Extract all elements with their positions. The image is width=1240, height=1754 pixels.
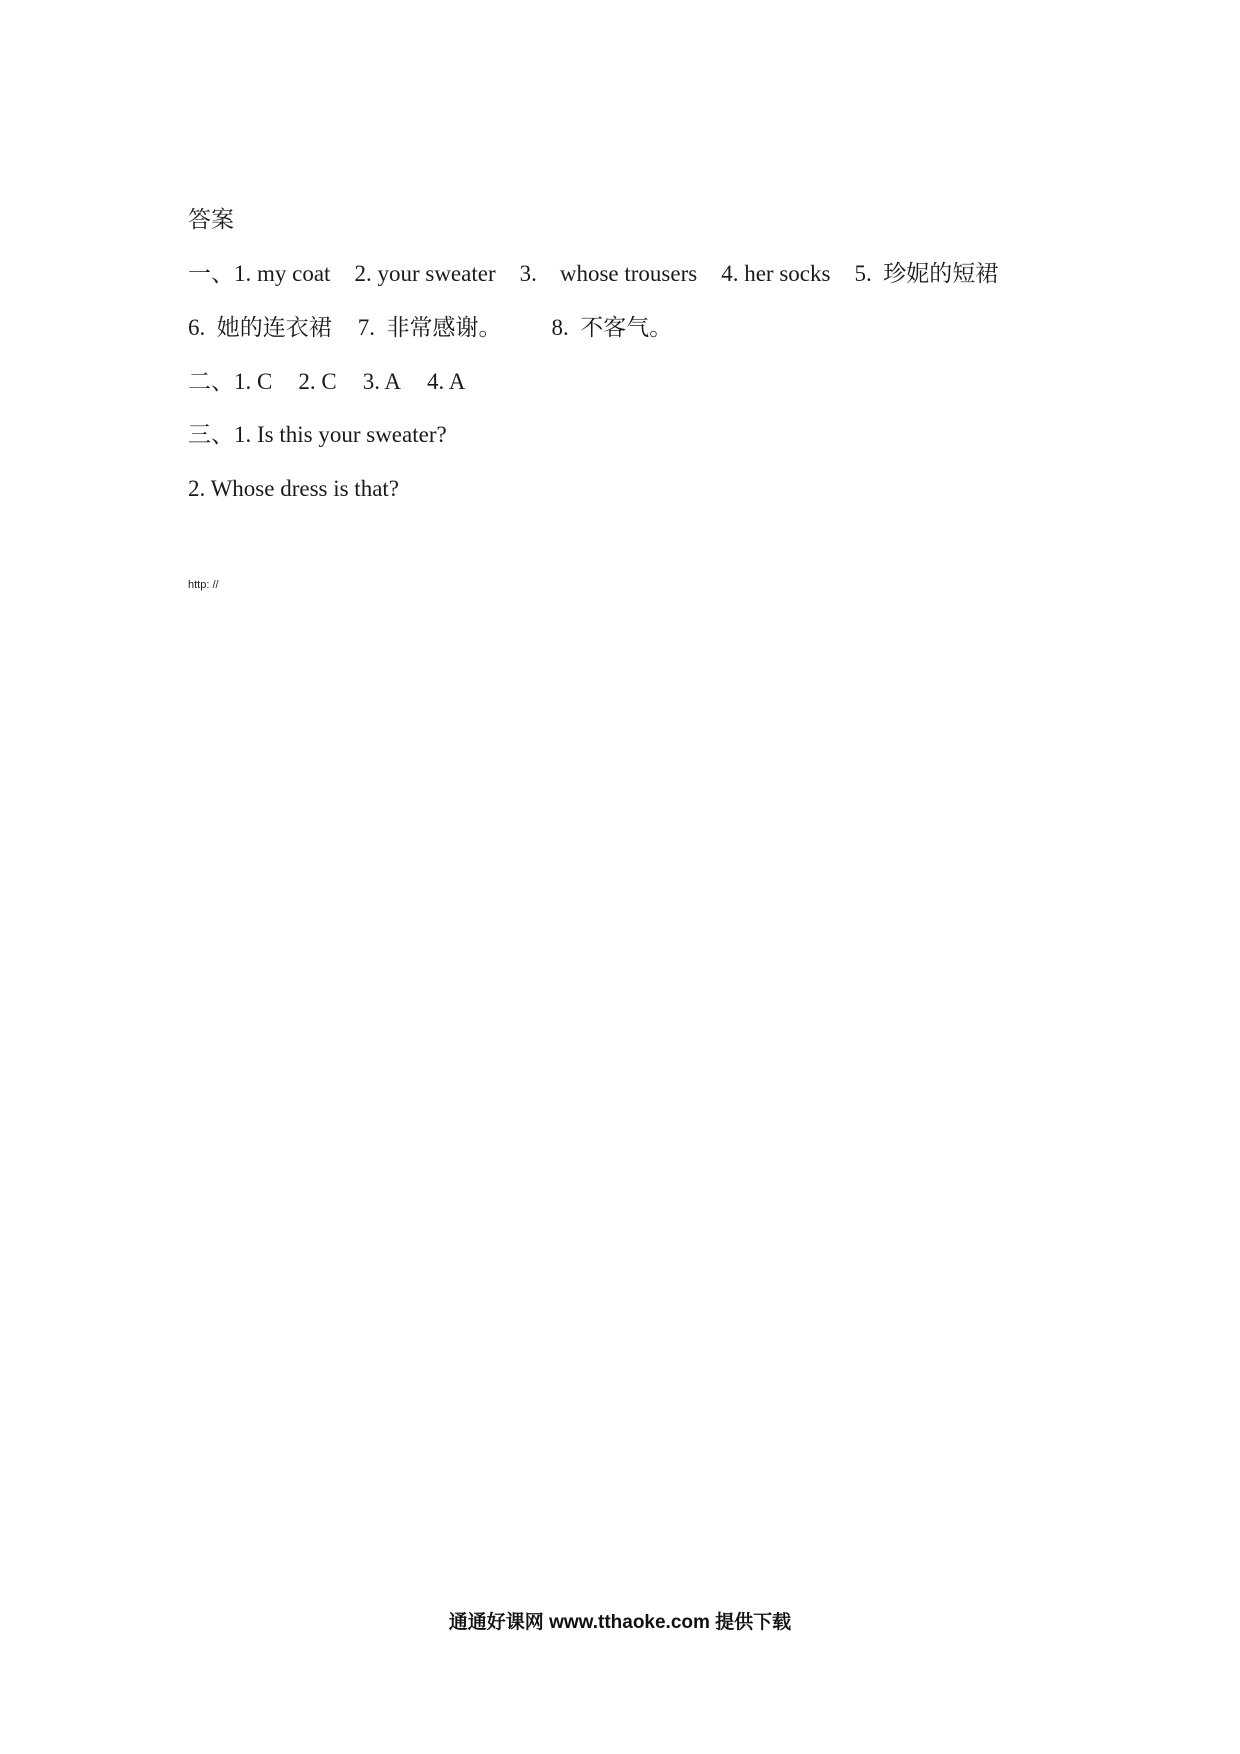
section-1-answer-7: 7. 非常感谢。 [357, 315, 502, 340]
section-1-answer-2: 2. your sweater [354, 261, 496, 286]
section-2-answer-3: 3. A [362, 369, 402, 394]
section-2-prefix: 二、 [188, 369, 234, 394]
section-3-prefix: 三、 [188, 422, 234, 447]
section-2-answer-2: 2. C [298, 369, 337, 394]
section-3-line-2: 2. Whose dress is that? [188, 476, 400, 501]
section-1-answer-6: 6. 她的连衣裙 [188, 315, 332, 340]
section-2-answer-1: 1. C [234, 369, 273, 394]
footer-download-note: 通通好课网 www.tthaoke.com 提供下载 [448, 1612, 792, 1633]
section-1-line-1 [188, 259, 998, 289]
answer-heading: 答案 [188, 207, 234, 232]
section-1-answer-1: 1. my coat [234, 261, 331, 286]
section-1-prefix: 一、 [188, 261, 234, 286]
section-2-line [188, 367, 465, 397]
url-note: http: // [188, 579, 219, 591]
section-1-answer-4: 4. her socks [721, 261, 831, 286]
section-1-line-2 [188, 313, 672, 343]
section-1-answer-8: 8. 不客气。 [551, 315, 673, 340]
section-1-answer-5: 5. 珍妮的短裙 [854, 261, 999, 286]
section-3-line-1 [188, 420, 447, 450]
section-3-answer-1: 1. Is this your sweater? [234, 422, 447, 447]
section-2-answer-4: 4. A [427, 369, 466, 394]
section-1-answer-3: 3. whose trousers [519, 261, 698, 286]
